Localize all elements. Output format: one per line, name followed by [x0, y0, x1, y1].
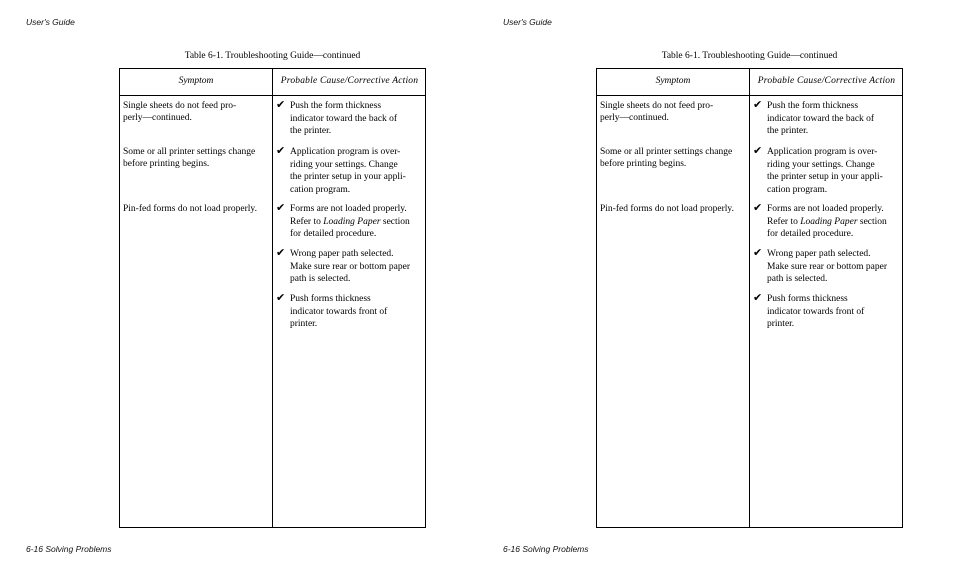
header-symptom: Symptom — [655, 76, 691, 86]
checkmark-icon: ✔ — [276, 201, 286, 214]
symptom-text: Pin-fed forms do not load properly. — [123, 204, 257, 214]
action-item — [753, 146, 903, 196]
action-text: Wrong paper path selected. Make sure rear or bottom paper path is selected. — [767, 249, 888, 284]
action-item — [753, 293, 903, 331]
action-text: Push the form thickness indicator toward the back of the printer. — [767, 101, 875, 136]
symptom-row — [600, 146, 750, 170]
action-item — [276, 203, 426, 241]
symptom-row — [600, 203, 750, 215]
header-cause-action: Probable Cause/Corrective Action — [280, 76, 419, 86]
troubleshooting-table — [596, 68, 903, 528]
action-item — [753, 100, 903, 138]
checkmark-icon: ✔ — [753, 98, 763, 111]
action-text: Wrong paper path selected. Make sure rear or bottom paper path is selected. — [290, 249, 411, 284]
symptom-row — [123, 146, 273, 170]
symptom-row — [600, 100, 750, 124]
running-foot: 6-16 Solving Problems — [26, 544, 112, 554]
symptom-text: Single sheets do not feed pro- perly—continued. — [123, 101, 237, 123]
running-head: User's Guide — [503, 17, 552, 27]
checkmark-icon: ✔ — [276, 144, 286, 157]
running-foot: 6-16 Solving Problems — [503, 544, 589, 554]
action-item — [276, 100, 426, 138]
action-text: Push forms thickness indicator towards front of printer. — [290, 294, 388, 329]
action-item — [276, 146, 426, 196]
symptom-row — [123, 203, 273, 215]
checkmark-icon: ✔ — [753, 201, 763, 214]
action-text: Forms are not loaded properly. Refer to Loading Paper section for detailed procedure. — [290, 204, 410, 239]
running-head: User's Guide — [26, 17, 75, 27]
symptom-text: Single sheets do not feed pro- perly—continued. — [600, 101, 714, 123]
action-item — [753, 248, 903, 286]
action-text: Push the form thickness indicator toward the back of the printer. — [290, 101, 398, 136]
action-item — [276, 248, 426, 286]
checkmark-icon: ✔ — [753, 246, 763, 259]
column-divider — [272, 69, 273, 527]
action-item — [753, 203, 903, 241]
symptom-text: Some or all printer settings change before printing begins. — [123, 147, 256, 169]
checkmark-icon: ✔ — [276, 291, 286, 304]
right-page — [477, 0, 954, 580]
header-cause-action: Probable Cause/Corrective Action — [757, 76, 896, 86]
action-text: Application program is over- riding your settings. Change the printer setup in your appli- cation program. — [290, 147, 406, 195]
checkmark-icon: ✔ — [276, 246, 286, 259]
column-divider — [749, 69, 750, 527]
action-text: Application program is over- riding your settings. Change the printer setup in your appli- cation program. — [767, 147, 883, 195]
table-caption: Table 6-1. Troubleshooting Guide—continued — [661, 51, 838, 61]
header-symptom: Symptom — [178, 76, 214, 86]
action-text: Push forms thickness indicator towards front of printer. — [767, 294, 865, 329]
action-item — [276, 293, 426, 331]
table-caption: Table 6-1. Troubleshooting Guide—continued — [184, 51, 361, 61]
symptom-text: Some or all printer settings change before printing begins. — [600, 147, 733, 169]
checkmark-icon: ✔ — [753, 291, 763, 304]
action-text: Forms are not loaded properly. Refer to Loading Paper section for detailed procedure. — [767, 204, 887, 239]
symptom-row — [123, 100, 273, 124]
checkmark-icon: ✔ — [753, 144, 763, 157]
troubleshooting-table — [119, 68, 426, 528]
checkmark-icon: ✔ — [276, 98, 286, 111]
symptom-text: Pin-fed forms do not load properly. — [600, 204, 734, 214]
